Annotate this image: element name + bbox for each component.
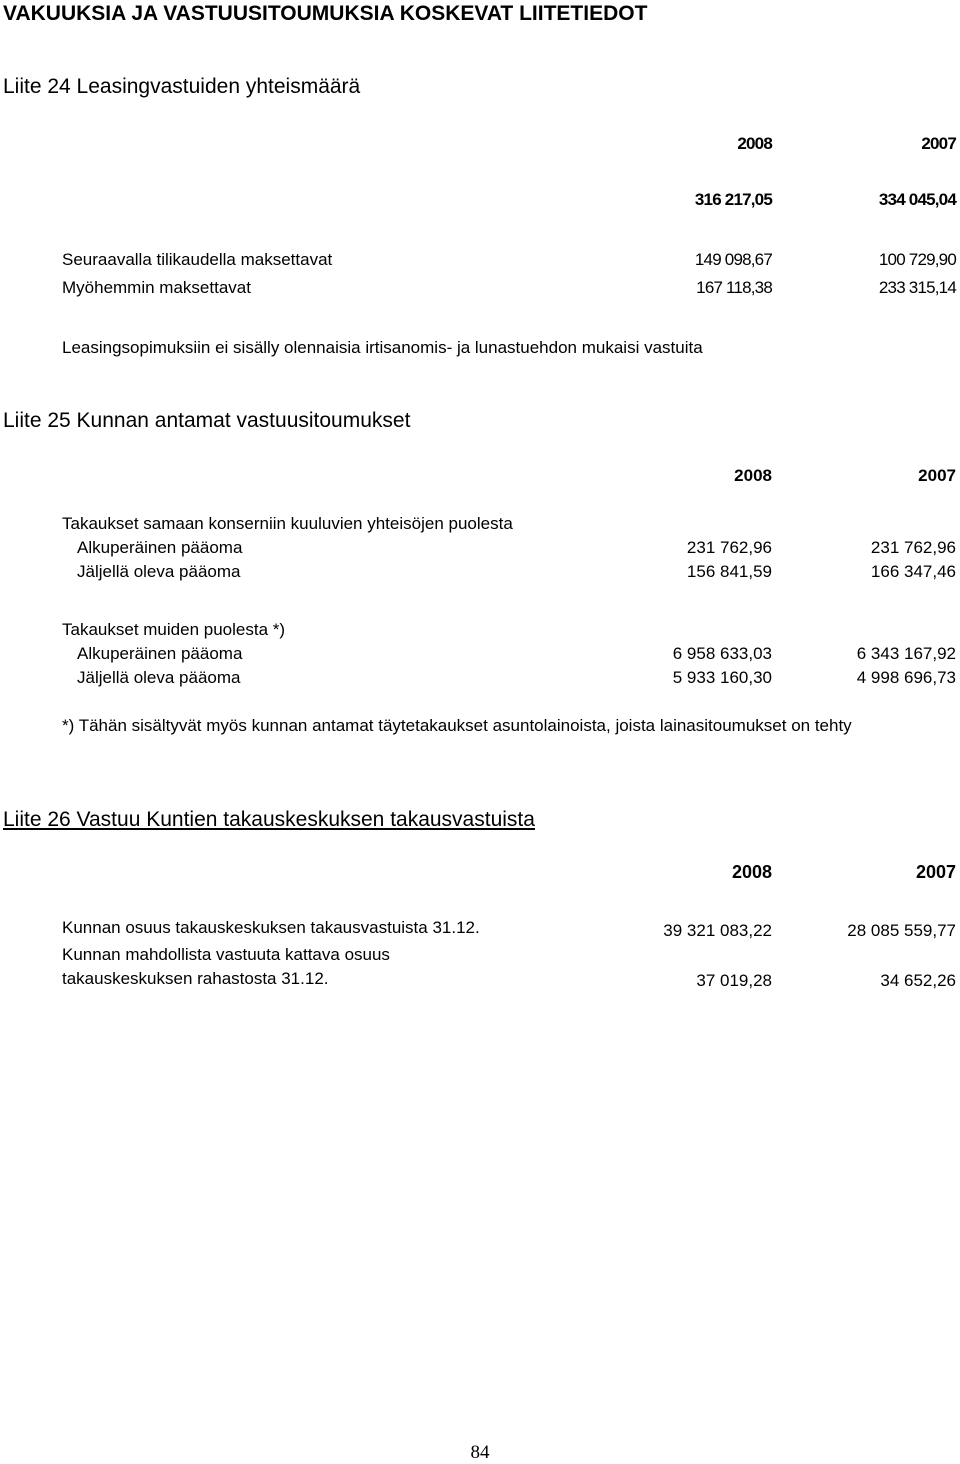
liite26-row2-value-2008: 37 019,28 — [696, 971, 772, 990]
liite25-heading: Liite 25 Kunnan antamat vastuusitoumukset — [3, 409, 411, 432]
liite24-note: Leasingsopimuksiin ei sisälly olennaisia irtisanomis- ja lunastuehdon mukaisi vastuita — [62, 338, 703, 357]
liite26-year-2008: 2008 — [731, 862, 772, 882]
liite24-total-2008: 316 217,05 — [694, 190, 772, 209]
liite25-row-value-2007: 6 343 167,92 — [856, 644, 956, 663]
liite26-year-2007: 2007 — [915, 862, 956, 882]
liite25-row-value-2007: 166 347,46 — [870, 562, 956, 581]
liite25-row-label: Jäljellä oleva pääoma — [77, 562, 241, 581]
liite24-row-value-2008: 167 118,38 — [696, 278, 772, 297]
liite25-row-value-2008: 5 933 160,30 — [672, 668, 772, 687]
liite26-row1-value-2007: 28 085 559,77 — [847, 921, 956, 940]
liite25-row-value-2008: 231 762,96 — [686, 538, 772, 557]
liite25-group2-label: Takaukset muiden puolesta *) — [62, 620, 286, 639]
liite25-row-value-2007: 231 762,96 — [870, 538, 956, 557]
liite26-heading: Liite 26 Vastuu Kuntien takauskeskuksen takausvastuista — [3, 808, 535, 831]
liite24-heading: Liite 24 Leasingvastuiden yhteismäärä — [3, 75, 361, 98]
liite24-row-value-2008: 149 098,67 — [694, 250, 772, 269]
liite25-row-value-2008: 156 841,59 — [686, 562, 772, 581]
liite26-row1-value-2008: 39 321 083,22 — [663, 921, 772, 940]
page-title: VAKUUKSIA JA VASTUUSITOUMUKSIA KOSKEVAT LIITETIEDOT — [3, 2, 648, 25]
liite25-row-value-2007: 4 998 696,73 — [856, 668, 956, 687]
liite26-row2-label-line2: takauskeskuksen rahastosta 31.12. — [62, 969, 329, 988]
liite24-row-label: Seuraavalla tilikaudella maksettavat — [62, 250, 333, 269]
liite25-footnote: *) Tähän sisältyvät myös kunnan antamat täytetakaukset asuntolainoista, joista lainasitoumukset on tehty — [62, 716, 852, 735]
liite24-year-2007: 2007 — [921, 134, 956, 153]
liite25-row-label: Jäljellä oleva pääoma — [77, 668, 241, 687]
liite24-row-value-2007: 233 315,14 — [878, 278, 956, 297]
liite24-year-2008: 2008 — [737, 134, 772, 153]
liite25-row-label: Alkuperäinen pääoma — [77, 538, 243, 557]
liite26-row1-label: Kunnan osuus takauskeskuksen takausvastuista 31.12. — [62, 918, 480, 937]
page-number: 84 — [470, 1442, 490, 1463]
liite25-row-value-2008: 6 958 633,03 — [672, 644, 772, 663]
liite25-group1-label: Takaukset samaan konserniin kuuluvien yhteisöjen puolesta — [62, 514, 513, 533]
liite25-year-2007: 2007 — [918, 466, 956, 485]
liite24-total-2007: 334 045,04 — [878, 190, 956, 209]
liite26-row2-value-2007: 34 652,26 — [880, 971, 956, 990]
liite26-row2-label-line1: Kunnan mahdollista vastuuta kattava osuus — [62, 945, 390, 964]
liite25-year-2008: 2008 — [734, 466, 772, 485]
liite24-row-label: Myöhemmin maksettavat — [62, 278, 251, 297]
liite25-row-label: Alkuperäinen pääoma — [77, 644, 243, 663]
liite24-row-value-2007: 100 729,90 — [878, 250, 956, 269]
